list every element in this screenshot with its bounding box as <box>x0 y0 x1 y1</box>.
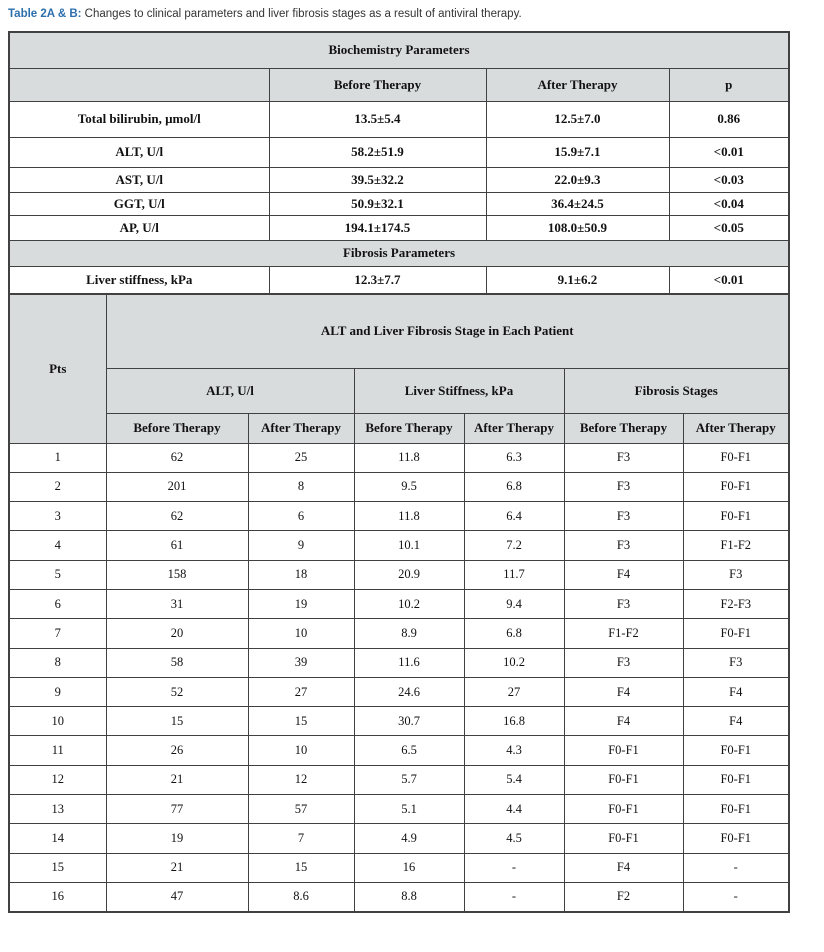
ls-before-cell: 11.8 <box>354 502 464 531</box>
patient-table-title-row <box>9 294 789 368</box>
ls-after-cell: 6.4 <box>464 502 564 531</box>
ls-after-cell: 6.8 <box>464 472 564 501</box>
alt-before-cell: 52 <box>106 677 248 706</box>
patient-table-group-header-row <box>9 368 789 413</box>
fibrosis-before-cell: F0-F1 <box>564 736 683 765</box>
after-value-cell: 22.0±9.3 <box>486 167 669 192</box>
table-row <box>9 137 789 167</box>
table-row <box>9 589 789 618</box>
table-row <box>9 677 789 706</box>
ls-before-cell: 11.6 <box>354 648 464 677</box>
ls-after-cell: 16.8 <box>464 707 564 736</box>
alt-after-cell: 15 <box>248 853 354 882</box>
ls-before-cell: 30.7 <box>354 707 464 736</box>
table-row <box>9 101 789 137</box>
ls-before-cell: 16 <box>354 853 464 882</box>
ls-after-cell: 10.2 <box>464 648 564 677</box>
alt-before-cell: 62 <box>106 443 248 472</box>
biochem-section-header-row <box>9 32 789 68</box>
table-row <box>9 472 789 501</box>
ls-before-cell: 9.5 <box>354 472 464 501</box>
ls-after-cell: 9.4 <box>464 589 564 618</box>
ls-before-cell: 6.5 <box>354 736 464 765</box>
fibrosis-before-cell: F1-F2 <box>564 619 683 648</box>
ls-after-cell: 4.4 <box>464 795 564 824</box>
ls-before-cell: 5.7 <box>354 765 464 794</box>
ls-after-cell: 6.8 <box>464 619 564 648</box>
p-value-cell: 0.86 <box>669 101 789 137</box>
before-therapy-subheader: Before Therapy <box>106 413 248 443</box>
after-value-cell: 12.5±7.0 <box>486 101 669 137</box>
alt-before-cell: 21 <box>106 853 248 882</box>
ls-before-cell: 20.9 <box>354 560 464 589</box>
param-column-header <box>9 68 269 101</box>
fibrosis-after-cell: F0-F1 <box>683 443 789 472</box>
alt-after-cell: 12 <box>248 765 354 794</box>
alt-after-cell: 19 <box>248 589 354 618</box>
pts-cell: 14 <box>9 824 106 853</box>
fibrosis-after-cell: F0-F1 <box>683 824 789 853</box>
before-value-cell: 194.1±174.5 <box>269 215 486 240</box>
fibrosis-after-cell: F3 <box>683 560 789 589</box>
alt-before-cell: 201 <box>106 472 248 501</box>
alt-after-cell: 39 <box>248 648 354 677</box>
param-name-cell: AST, U/l <box>9 167 269 192</box>
fibrosis-before-cell: F3 <box>564 648 683 677</box>
table-row <box>9 736 789 765</box>
fibrosis-before-cell: F2 <box>564 882 683 911</box>
fibrosis-section-header-row <box>9 240 789 266</box>
ls-after-cell: - <box>464 853 564 882</box>
alt-group-header: ALT, U/l <box>106 368 354 413</box>
ls-after-cell: - <box>464 882 564 911</box>
fibrosis-after-cell: F0-F1 <box>683 472 789 501</box>
alt-before-cell: 47 <box>106 882 248 911</box>
p-column-header: p <box>669 68 789 101</box>
alt-before-cell: 21 <box>106 765 248 794</box>
biochem-section-title: Biochemistry Parameters <box>9 32 789 68</box>
fibrosis-section-title: Fibrosis Parameters <box>9 240 789 266</box>
fibrosis-before-cell: F4 <box>564 560 683 589</box>
param-name-cell: Liver stiffness, kPa <box>9 266 269 294</box>
table-row <box>9 266 789 294</box>
pts-cell: 1 <box>9 443 106 472</box>
pts-cell: 7 <box>9 619 106 648</box>
table-row <box>9 443 789 472</box>
fibrosis-before-cell: F3 <box>564 472 683 501</box>
pts-cell: 8 <box>9 648 106 677</box>
fibrosis-after-cell: F0-F1 <box>683 502 789 531</box>
before-therapy-subheader: Before Therapy <box>354 413 464 443</box>
pts-cell: 4 <box>9 531 106 560</box>
fibrosis-after-cell: F4 <box>683 677 789 706</box>
fibrosis-after-cell: F4 <box>683 707 789 736</box>
ls-before-cell: 24.6 <box>354 677 464 706</box>
ls-before-cell: 8.9 <box>354 619 464 648</box>
table-row <box>9 765 789 794</box>
after-therapy-subheader: After Therapy <box>683 413 789 443</box>
fibrosis-before-cell: F0-F1 <box>564 765 683 794</box>
param-name-cell: AP, U/l <box>9 215 269 240</box>
alt-before-cell: 77 <box>106 795 248 824</box>
pts-cell: 5 <box>9 560 106 589</box>
table-row <box>9 648 789 677</box>
before-therapy-subheader: Before Therapy <box>564 413 683 443</box>
ls-after-cell: 7.2 <box>464 531 564 560</box>
after-therapy-column-header: After Therapy <box>486 68 669 101</box>
table-row <box>9 192 789 215</box>
fibrosis-before-cell: F3 <box>564 443 683 472</box>
fibrosis-after-cell: F0-F1 <box>683 795 789 824</box>
param-name-cell: GGT, U/l <box>9 192 269 215</box>
before-value-cell: 50.9±32.1 <box>269 192 486 215</box>
pts-cell: 15 <box>9 853 106 882</box>
alt-before-cell: 19 <box>106 824 248 853</box>
p-value-cell: <0.05 <box>669 215 789 240</box>
ls-after-cell: 27 <box>464 677 564 706</box>
alt-after-cell: 7 <box>248 824 354 853</box>
ls-before-cell: 10.1 <box>354 531 464 560</box>
ls-after-cell: 5.4 <box>464 765 564 794</box>
alt-before-cell: 61 <box>106 531 248 560</box>
fibrosis-after-cell: - <box>683 882 789 911</box>
pts-cell: 6 <box>9 589 106 618</box>
after-value-cell: 36.4±24.5 <box>486 192 669 215</box>
before-value-cell: 12.3±7.7 <box>269 266 486 294</box>
table-caption-text: Changes to clinical parameters and liver fibrosis stages as a result of antiviral therapy. <box>81 8 522 20</box>
before-value-cell: 39.5±32.2 <box>269 167 486 192</box>
table-caption-label: Table 2A & B: <box>8 8 82 20</box>
fibrosis-before-cell: F3 <box>564 531 683 560</box>
alt-after-cell: 57 <box>248 795 354 824</box>
alt-before-cell: 26 <box>106 736 248 765</box>
alt-before-cell: 20 <box>106 619 248 648</box>
ls-after-cell: 11.7 <box>464 560 564 589</box>
ls-before-cell: 8.8 <box>354 882 464 911</box>
alt-before-cell: 62 <box>106 502 248 531</box>
fibrosis-before-cell: F3 <box>564 589 683 618</box>
alt-after-cell: 10 <box>248 736 354 765</box>
ls-after-cell: 6.3 <box>464 443 564 472</box>
alt-after-cell: 8 <box>248 472 354 501</box>
alt-after-cell: 9 <box>248 531 354 560</box>
table-row <box>9 707 789 736</box>
alt-after-cell: 27 <box>248 677 354 706</box>
table-caption <box>8 7 824 22</box>
fibrosis-after-cell: F0-F1 <box>683 765 789 794</box>
pts-cell: 2 <box>9 472 106 501</box>
alt-before-cell: 58 <box>106 648 248 677</box>
alt-after-cell: 18 <box>248 560 354 589</box>
after-therapy-subheader: After Therapy <box>464 413 564 443</box>
param-name-cell: Total bilirubin, µmol/l <box>9 101 269 137</box>
pts-cell: 13 <box>9 795 106 824</box>
fibrosis-before-cell: F4 <box>564 707 683 736</box>
fibrosis-before-cell: F4 <box>564 677 683 706</box>
table-row <box>9 795 789 824</box>
patient-table <box>8 293 790 913</box>
fibrosis-after-cell: F1-F2 <box>683 531 789 560</box>
alt-before-cell: 158 <box>106 560 248 589</box>
patient-table-subheader-row <box>9 413 789 443</box>
alt-after-cell: 25 <box>248 443 354 472</box>
before-therapy-column-header: Before Therapy <box>269 68 486 101</box>
ls-before-cell: 11.8 <box>354 443 464 472</box>
p-value-cell: <0.01 <box>669 137 789 167</box>
after-value-cell: 108.0±50.9 <box>486 215 669 240</box>
alt-after-cell: 8.6 <box>248 882 354 911</box>
fibrosis-after-cell: F0-F1 <box>683 619 789 648</box>
alt-after-cell: 15 <box>248 707 354 736</box>
ls-after-cell: 4.3 <box>464 736 564 765</box>
fibrosis-before-cell: F0-F1 <box>564 824 683 853</box>
fibrosis-after-cell: F3 <box>683 648 789 677</box>
after-value-cell: 15.9±7.1 <box>486 137 669 167</box>
fibrosis-after-cell: F2-F3 <box>683 589 789 618</box>
ls-before-cell: 10.2 <box>354 589 464 618</box>
fibrosis-stages-group-header: Fibrosis Stages <box>564 368 789 413</box>
before-value-cell: 58.2±51.9 <box>269 137 486 167</box>
param-name-cell: ALT, U/l <box>9 137 269 167</box>
alt-after-cell: 10 <box>248 619 354 648</box>
table-row <box>9 215 789 240</box>
before-value-cell: 13.5±5.4 <box>269 101 486 137</box>
table-row <box>9 167 789 192</box>
pts-cell: 12 <box>9 765 106 794</box>
alt-before-cell: 31 <box>106 589 248 618</box>
patient-table-title: ALT and Liver Fibrosis Stage in Each Patient <box>106 294 789 368</box>
fibrosis-before-cell: F4 <box>564 853 683 882</box>
alt-after-cell: 6 <box>248 502 354 531</box>
fibrosis-before-cell: F0-F1 <box>564 795 683 824</box>
table-row <box>9 619 789 648</box>
biochemistry-table <box>8 31 790 295</box>
after-therapy-subheader: After Therapy <box>248 413 354 443</box>
table-row <box>9 824 789 853</box>
fibrosis-after-cell: F0-F1 <box>683 736 789 765</box>
table-row <box>9 853 789 882</box>
biochem-column-header-row <box>9 68 789 101</box>
table-row <box>9 502 789 531</box>
after-value-cell: 9.1±6.2 <box>486 266 669 294</box>
table-row <box>9 560 789 589</box>
ls-after-cell: 4.5 <box>464 824 564 853</box>
pts-cell: 10 <box>9 707 106 736</box>
p-value-cell: <0.04 <box>669 192 789 215</box>
liver-stiffness-group-header: Liver Stiffness, kPa <box>354 368 564 413</box>
p-value-cell: <0.01 <box>669 266 789 294</box>
pts-cell: 3 <box>9 502 106 531</box>
alt-before-cell: 15 <box>106 707 248 736</box>
ls-before-cell: 4.9 <box>354 824 464 853</box>
ls-before-cell: 5.1 <box>354 795 464 824</box>
pts-cell: 9 <box>9 677 106 706</box>
pts-cell: 16 <box>9 882 106 911</box>
table-row <box>9 882 789 911</box>
pts-column-header: Pts <box>9 294 106 443</box>
p-value-cell: <0.03 <box>669 167 789 192</box>
fibrosis-before-cell: F3 <box>564 502 683 531</box>
pts-cell: 11 <box>9 736 106 765</box>
table-row <box>9 531 789 560</box>
fibrosis-after-cell: - <box>683 853 789 882</box>
